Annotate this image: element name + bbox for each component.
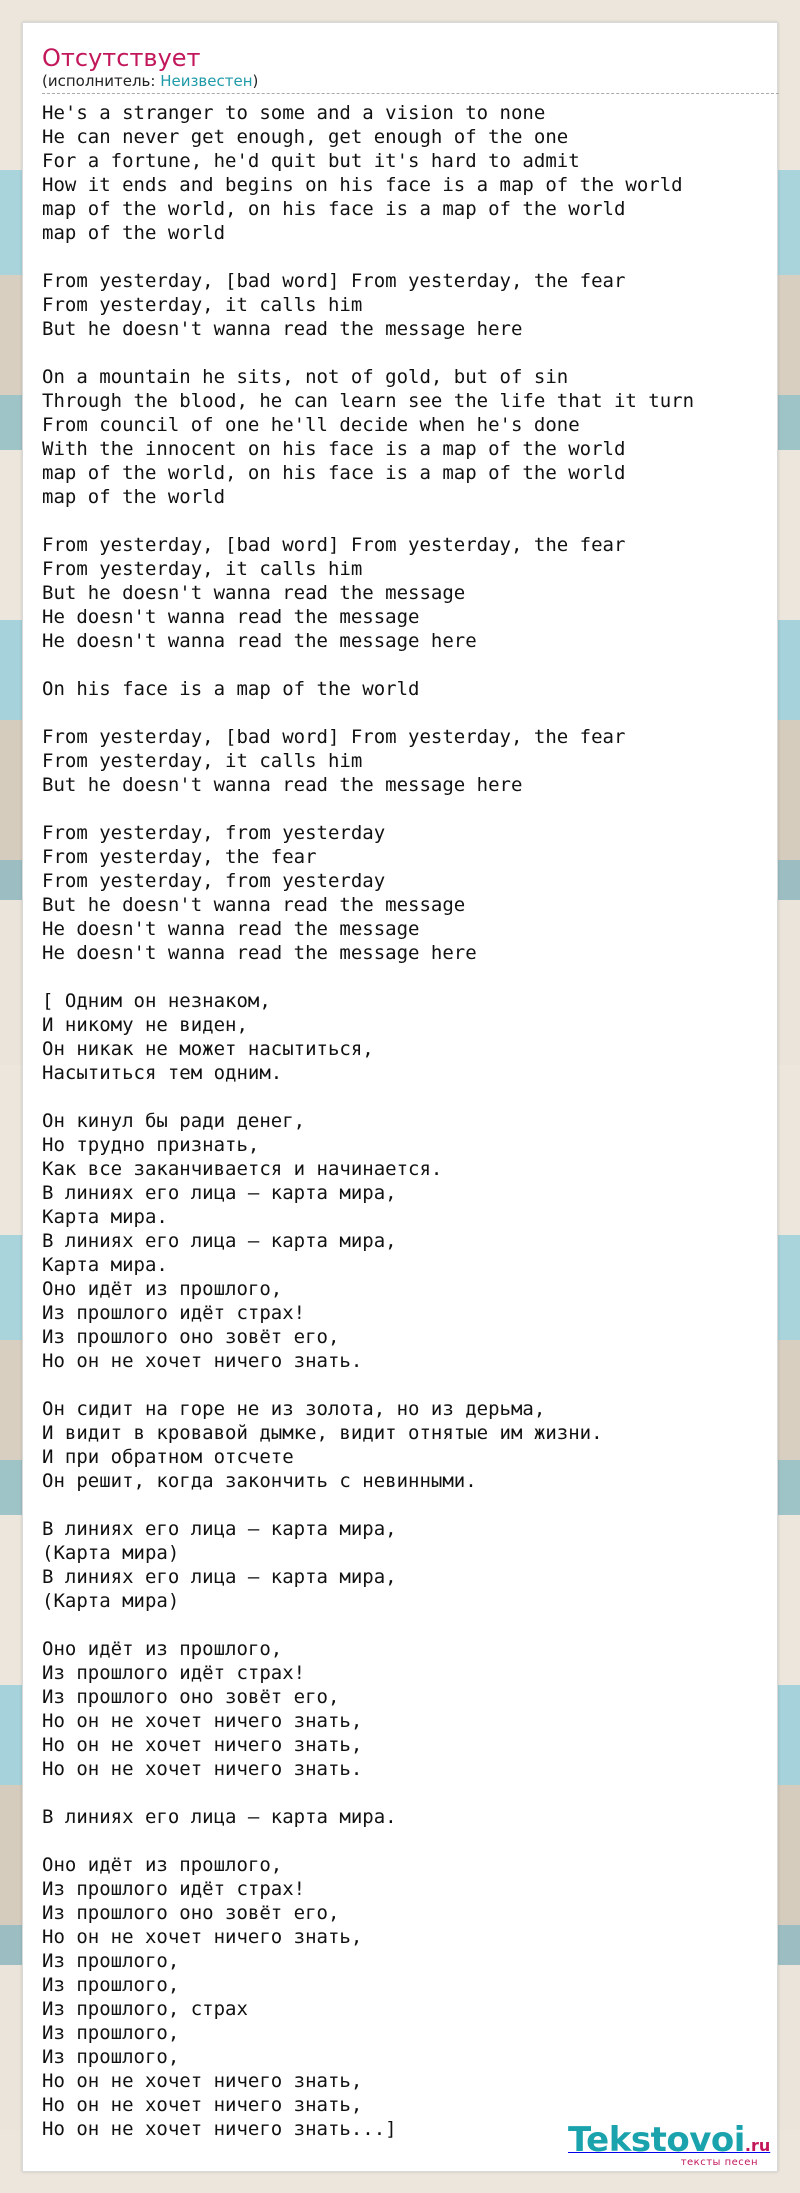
logo-tagline: тексты песен bbox=[680, 2157, 758, 2168]
artist-prefix: (исполнитель: bbox=[42, 72, 161, 90]
artist-link[interactable]: Неизвестен bbox=[160, 72, 253, 90]
artist-suffix: ) bbox=[252, 72, 259, 90]
artist-line bbox=[42, 71, 779, 94]
lyrics-text: He's a stranger to some and a vision to none He can never get enough, get enough of the one For a fortune, he'd quit but it's hard to admit How it ends and begins on his face is a map of the world map of the world, on his face is a map of the world map of the world From yesterday, [bad word] From yesterday, the fear From yesterday, it calls him But he doesn't wanna read the message here On a mountain he sits, not of gold, but of sin Through the blood, he can learn see the life that it turn From council of one he'll decide when he's done With the innocent on his face is a map of the world map of the world, on his face is a map of the world map of the world From yesterday, [bad word] From yesterday, the fear From yesterday, it calls him But he doesn't wanna read the message He doesn't wanna read the message He doesn't wanna read the message here On his face is a map of the world From yesterday, [bad word] From yesterday, the fear From yesterday, it calls him But he doesn't wanna read the message here From yesterday, from yesterday From yesterday, the fear From yesterday, from yesterday But he doesn't wanna read the message He doesn't wanna read the message He doesn't wanna read the message here [ Одним он незнаком, И никому не виден, Он никак не может насытиться, Насытиться тем одним. Он кинул бы ради денег, Но трудно признать, Как все заканчивается и начинается. В линиях его лица – карта мира, Карта мира. В линиях его лица – карта мира, Карта мира. Оно идёт из прошлого, Из прошлого идёт страх! Из прошлого оно зовёт его, Но он не хочет ничего знать. Он сидит на горе не из золота, но из дерьма, И видит в кровавой дымке, видит отнятые им жизни. И при обратном отсчете Он решит, когда закончить с невинными. В линиях его лица – карта мира, (Карта мира) В линиях его лица – карта мира, (Карта мира) Оно идёт из прошлого, Из прошлого идёт страх! Из прошлого оно зовёт его, Но он не хочет ничего знать, Но он не хочет ничего знать, Но он не хочет ничего знать. В линиях его лица – карта мира. Оно идёт из прошлого, Из прошлого идёт страх! Из прошлого оно зовёт его, Но он не хочет ничего знать, Из прошлого, Из прошлого, Из прошлого, страх Из прошлого, Из прошлого, Но он не хочет ничего знать, Но он не хочет ничего знать, Но он не хочет ничего знать...] bbox=[42, 102, 695, 2140]
lyrics-card bbox=[22, 22, 778, 2172]
site-logo[interactable] bbox=[568, 2120, 771, 2169]
logo-suffix: .ru bbox=[744, 2136, 771, 2155]
song-title: Отсутствует bbox=[42, 44, 201, 72]
logo-main-text: Tekstovoi bbox=[568, 2120, 745, 2160]
